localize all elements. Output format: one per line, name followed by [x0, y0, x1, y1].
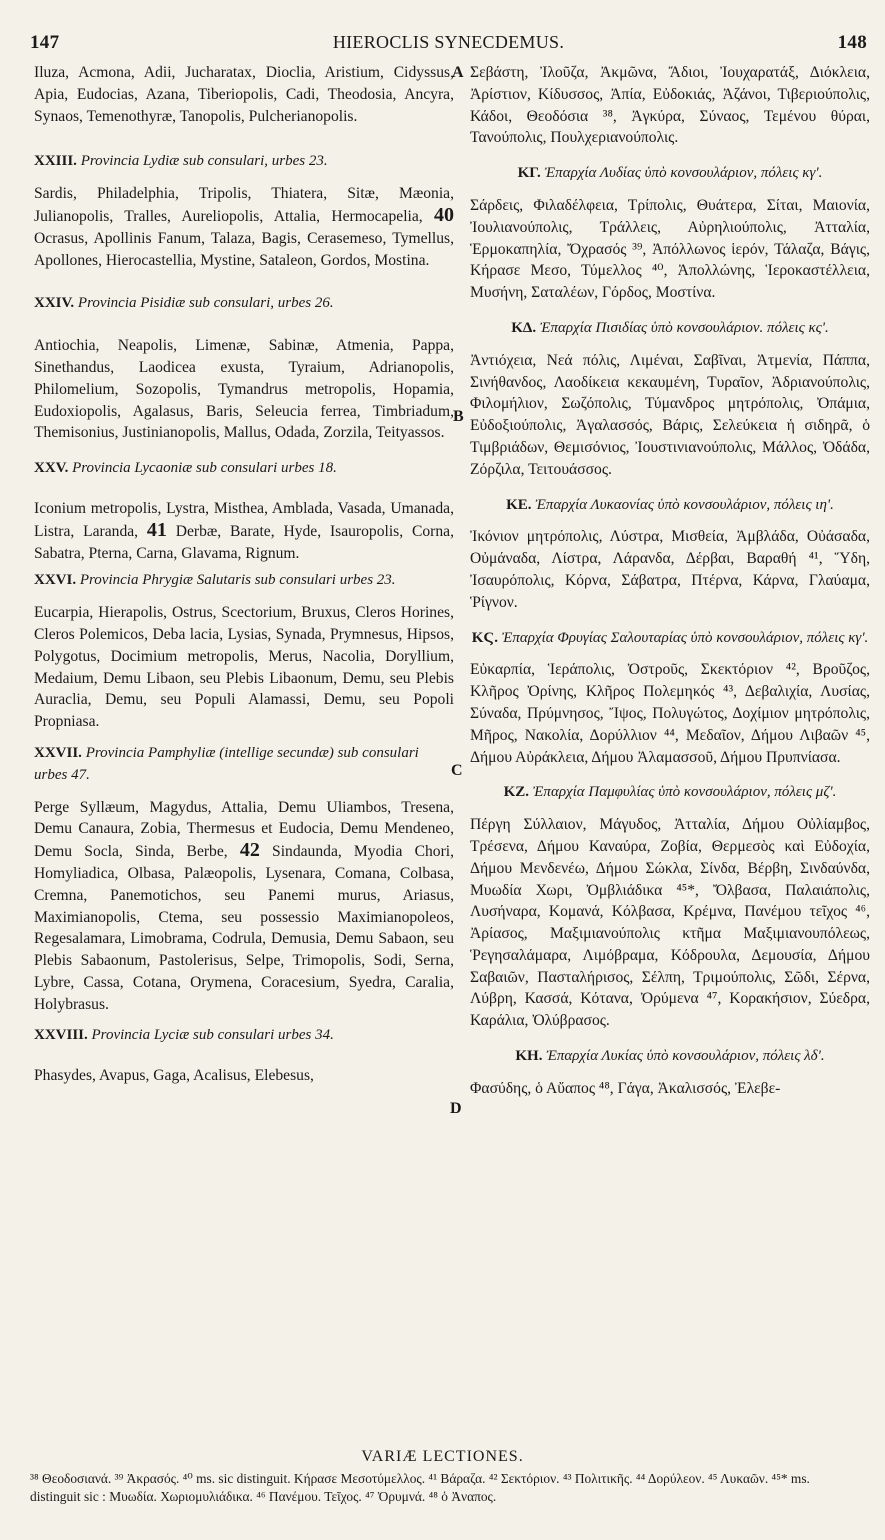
greek-section-23-heading: ΚΓ. Ἐπαρχία Λυδίας ὑπὸ κονσουλάριον, πόλεις κγʹ.	[517, 165, 823, 182]
margin-number-42: 42	[239, 839, 260, 862]
latin-section-25-heading: XXV. Provincia Lycaoniæ sub consulari urbes 18.	[34, 460, 337, 477]
margin-marker-d: D	[450, 1100, 462, 1117]
greek-section-27-cities: Πέργη Σύλλαιον, Μάγυδος, Ἀτταλία, Δήμου Οὐλίαμβος, Τρέσενα, Δήμου Καναύρα, Ζοβία, Θερμεσὸς καὶ Εὐδοχία, Δήμου Μενδενέω, Δήμου Σώκλα, Σίνδα, Βέρβη, Σινδαύνδα, Μυωδία Χωρι, Ὀμβλιάδικα ⁴⁵*, Ὄλβασα, Παλαιάπολις, Λυσήναρα, Κομανά, Κόλβασα, Κρέμνα, Πανέμου τεῖχος ⁴⁶, Ἀρίασος, Μαξιμιανούπολις κτῆμα Μαξιμιανουπόλεως, Ῥεγησαλάμαρα, Λιμόβραμα, Κόδρουλα, Δεμουσία, Δήμου Σαβαιῶν, Πασταλήρισος, Σέλπη, Τριμούπολις, Σῶδι, Σέρνα, Λύβρη, Κασσά, Κότανα, Ὀρύμενα ⁴⁷, Κορακήσιον, Σύεδρα, Καράλια, Ὀλύβρασος.	[470, 816, 870, 1030]
latin-section-24-cities: Antiochia, Neapolis, Limenæ, Sabinæ, Atmenia, Pappa, Sinethandus, Laodicea exusta, Tyraium, Adrianopolis, Philomelium, Sozopolis, Tymandrus metropolis, Hopamia, Eudoxiopolis, Agalasus, Baris, Seleucia ferrea, Timbriadum, Themisonius, Justinianopolis, Mallus, Odada, Zorzila, Teityassos.	[34, 337, 454, 442]
greek-section-28-cities: Φασύδης, ὁ Αὔαπος ⁴⁸, Γάγα, Ἀκαλισσός, Ἐλεβε-	[470, 1079, 781, 1097]
margin-marker-c: C	[451, 762, 463, 779]
latin-section-26-heading: XXVI. Provincia Phrygiæ Salutaris sub consulari urbes 23.	[34, 572, 396, 589]
greek-section-24-cities: Ἀντιόχεια, Νεά πόλις, Λιμέναι, Σαβῖναι, Ἀτμενία, Πάππα, Σινήθανδος, Λαοδίκεια κεκαυμένη, Τυραῖον, Ἀδριανούπολις, Φιλομήλιον, Σωζόπολις, Τύμανδρος μητρόπολις, Ὀπάμια, Εὐδοξιούπολις, Ἀγαλασσός, Βάρις, Σελεύκεια ἡ σιδηρᾶ, ὁ Τιμβριάδων, Θεμισόνιος, Ἰουστινιανούπολις, Μάλλος, Ὀδάδα, Ζόρζιλα, Τειτουάσσος.	[470, 351, 870, 478]
latin-section-27-heading: XXVII. Provincia Pamphyliæ (intellige secundæ) sub consulari urbes 47.	[34, 744, 419, 783]
greek-section-27-heading: ΚΖ. Ἐπαρχία Παμφυλίας ὑπὸ κονσουλάριον, πόλεις μζʹ.	[503, 784, 837, 801]
latin-column	[34, 62, 454, 1087]
latin-section-24-heading: XXIV. Provincia Pisidiæ sub consulari, urbes 26.	[34, 295, 334, 312]
greek-section-26-cities: Εὐκαρπία, Ἱεράπολις, Ὀστροῦς, Σκεκτόριον ⁴², Βροῦζος, Κλῆρος Ὀρίνης, Κλῆρος Πολεμηκός ⁴³, Δεβαλιχία, Λυσίας, Σύναδα, Πρύμνησος, Ἴψος, Πολυγώτος, Δοχίμιον μητρόπολις, Μῆρος, Νακολία, Δορύλλιον ⁴⁴, Μεδαῖον, Δήμου Λιβαῶν ⁴⁵, Δήμου Αὐράκλεια, Δήμου Ἀλαμασσοῦ, Δήμου Πρυπνίασα.	[470, 661, 870, 766]
running-title: HIEROCLIS SYNECDEMUS.	[332, 32, 565, 52]
page-header	[30, 32, 867, 58]
greek-section-23-cities: Σάρδεις, Φιλαδέλφεια, Τρίπολις, Θυάτερα, Σίται, Μαιονία, Ἰουλιανούπολις, Τράλλεις, Αὐρηλιούπολις, Ἀτταλία, Ἑρμοκαπηλία, Ὄχρασός ³⁹, Ἀπόλλωνος ἱερόν, Τάλαζα, Βάγις, Κήρασε Μεσο, Τύμελλος ⁴⁰, Ἀπολλώνης, Ἱεροκαστέλλεια, Μυσήνη, Σαταλέων, Γόρδος, Μοστίνα.	[470, 196, 870, 302]
latin-section-28-heading: XXVIII. Provincia Lyciæ sub consulari urbes 34.	[34, 1027, 334, 1044]
greek-intro-list: Σεβάστη, Ἰλοῦζα, Ἀκμῶνα, Ἄδιοι, Ἰουχαρατάξ, Διόκλεια, Ἀρίστιον, Κίδυσσος, Ἀπία, Εὐδοκιάς, Ἀζάνοι, Τιβεριούπολις, Κάδοι, Θεοδόσια ³⁸, Ἀγκύρα, Σύναος, Τεμένου θύραι, Τανούπολις, Πουλχεριανούπολις.	[470, 64, 870, 147]
latin-intro-list: Iluza, Acmona, Adii, Jucharatax, Dioclia, Aristium, Cidyssus, Apia, Eudocias, Azana, Tiberiopolis, Cadi, Theodosia, Ancyra, Synaos, Temenothyræ, Tanopolis, Pulcherianopolis.	[34, 64, 454, 125]
latin-section-23-cities: Sardis, Philadelphia, Tripolis, Thiatera, Sitæ, Mæonia, Julianopolis, Tralles, Aureliopolis, Attalia, Hermocapelia, 40 Ocrasus, Apollinis Fanum, Talaza, Bagis, Cerasemeso, Tymellus, Apollones, Hierocastellia, Mystine, Sataleon, Gordos, Mostina.	[34, 185, 454, 269]
latin-section-26-cities: Eucarpia, Hierapolis, Ostrus, Scectorium, Bruxus, Cleros Horines, Cleros Polemicos, Deba lacia, Lysias, Synada, Prymnesus, Hipsos, Polygotus, Docimium metropolis, Merus, Nacolia, Doryllium, Medaium, Demu Libaon, seu Plebis Libaonum, Demu, seu Plebis Auraclia, Demu, seu Populi Alamassi, Demu, seu Popoli Propniasa.	[34, 604, 454, 731]
variae-lectiones-title: VARIÆ LECTIONES.	[361, 1448, 524, 1465]
latin-section-23-heading: XXIII. Provincia Lydiæ sub consulari, urbes 23.	[34, 153, 328, 170]
greek-section-25-cities: Ἰκόνιον μητρόπολις, Λύστρα, Μισθεία, Ἀμβλάδα, Οὐάσαδα, Οὐμάναδα, Λίστρα, Λάρανδα, Δέρβαι, Βαραθή ⁴¹, Ὕδη, Ἰσαυρόπολις, Κόρνα, Σάβατρα, Πτέρνα, Κάρνα, Γλαύαμα, Ῥίγνον.	[470, 528, 870, 611]
page-number-right: 148	[837, 32, 867, 53]
margin-marker-a: A	[452, 64, 464, 81]
greek-section-25-heading: ΚΕ. Ἐπαρχία Λυκαονίας ὑπὸ κονσουλάριον, πόλεις ιηʹ.	[506, 496, 834, 513]
margin-number-40: 40	[434, 203, 454, 226]
margin-number-41: 41	[146, 518, 167, 541]
greek-section-24-heading: ΚΔ. Ἐπαρχία Πισιδίας ὑπὸ κονσουλάριον. πόλεις κςʹ.	[511, 319, 829, 336]
greek-section-28-heading: ΚΗ. Ἐπαρχία Λυκίας ὑπὸ κονσουλάριον, πόλεις λδʹ.	[515, 1048, 825, 1065]
latin-section-28-cities: Phasydes, Avapus, Gaga, Acalisus, Elebesus,	[34, 1067, 314, 1085]
page-number-left: 147	[30, 32, 60, 53]
greek-section-26-heading: ΚϚ. Ἐπαρχία Φρυγίας Σαλουταρίας ὑπὸ κονσουλάριον, πόλεις κγʹ.	[471, 629, 869, 646]
latin-section-27-cities: Perge Syllæum, Magydus, Attalia, Demu Uliambos, Tresena, Demu Canaura, Zobia, Thermesus et Eudocia, Demu Mendeneo, Demu Socla, Sinda, Berbe, 42 Sindaunda, Myodia Chori, Homyliadica, Olbasa, Palæopolis, Lysenara, Comana, Colbasa, Cremna, Panemotichos, seu Panemi murus, Ariasus, Maximianopolis, Ctema, seu possessio Maximianopoleos, Regesalamara, Limobrama, Codrula, Demusia, Demu Sabaon, seu Plebis Sabaonum, Pastolerisus, Selpe, Trimopolis, Sodi, Serna, Lybre, Cassa, Cotana, Orymena, Coracesium, Syedra, Caralia, Holybrasus.	[34, 798, 455, 1013]
margin-marker-b: B	[453, 408, 464, 425]
greek-column	[470, 62, 870, 1100]
variae-lectiones-notes: ³⁸ Θεοδοσιανά. ³⁹ Ἀκρασός. ⁴⁰ ms. sic distinguit. Κήρασε Μεσοτύμελλος. ⁴¹ Βάραζα. ⁴² Σεκτόριον. ⁴³ Πολιτικῆς. ⁴⁴ Δορύλεον. ⁴⁵ Λυκαῶν. ⁴⁵* ms. distinguit sic : Μυωδία. Χωριομυλιάδικα. ⁴⁶ Πανέμου. Τεῖχος. ⁴⁷ Ὀρυμνά. ⁴⁸ ὁ Ἀναπος.	[30, 1471, 810, 1504]
latin-section-25-cities: Iconium metropolis, Lystra, Misthea, Amblada, Vasada, Umanada, Listra, Laranda, 41 Derbæ, Barate, Hyde, Isauropolis, Corna, Sabatra, Pterna, Carna, Glavama, Rignum.	[34, 499, 454, 562]
